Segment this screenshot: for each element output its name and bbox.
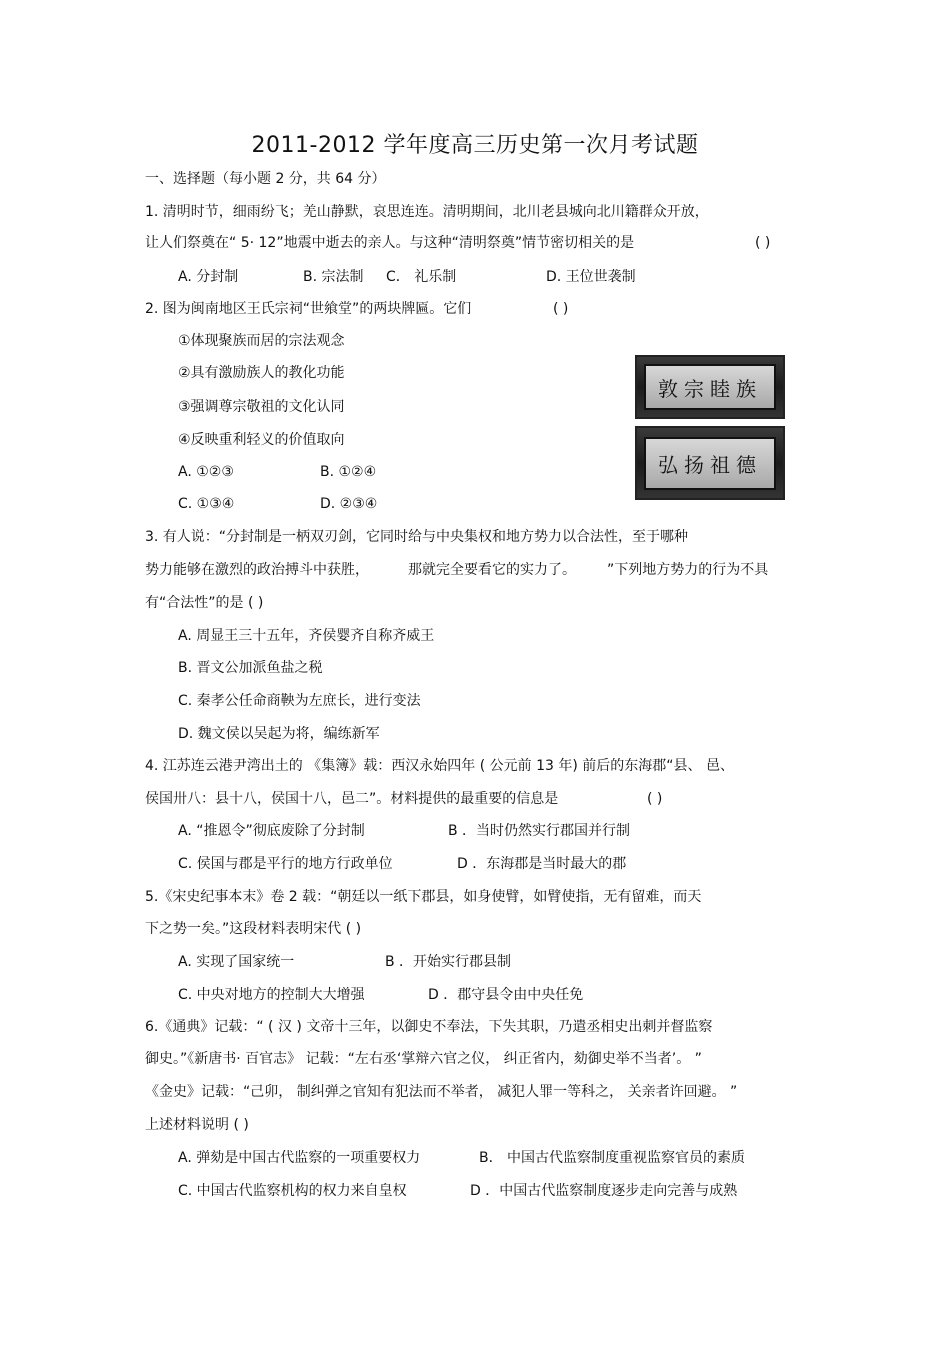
question-3-option-b: B. 晋文公加派鱼盐之税 bbox=[178, 660, 323, 676]
question-5-option-d: D ．郡守县令由中央任免 bbox=[428, 987, 584, 1003]
question-6-option-d: D ．中国古代监察制度逐步走向完善与成熟 bbox=[470, 1183, 738, 1199]
question-2-line-1: 2. 图为闽南地区王氏宗祠“世飨堂”的两块牌匾。它们 bbox=[145, 301, 472, 317]
question-2-option-b: B. ①②④ bbox=[320, 464, 377, 480]
question-1-option-d: D. 王位世袭制 bbox=[546, 269, 636, 285]
question-4-option-d: D ．东海郡是当时最大的郡 bbox=[457, 856, 627, 872]
question-3-option-a: A. 周显王三十五年，齐侯婴齐自称齐威王 bbox=[178, 628, 435, 644]
question-6-option-a: A. 弹劾是中国古代监察的一项重要权力 bbox=[178, 1150, 421, 1166]
question-5-option-a: A. 实现了国家统一 bbox=[178, 954, 295, 970]
question-2-answer-blank: ( ) bbox=[553, 301, 569, 317]
question-4-line-1: 4. 江苏连云港尹湾出土的 《集簿》载：西汉永始四年 ( 公元前 13 年) 前后的东海郡“县、 邑、 bbox=[145, 758, 734, 774]
question-4-answer-blank: ( ) bbox=[647, 791, 663, 807]
plaque-text-bottom: 弘扬祖德 bbox=[644, 437, 776, 490]
question-1-line-1: 1. 清明时节，细雨纷飞；羌山静默，哀思连连。清明期间，北川老县城向北川籍群众开放， bbox=[145, 204, 709, 220]
question-4-option-b: B ．当时仍然实行郡国并行制 bbox=[448, 823, 631, 839]
question-3-line-2b: 那就完全要看它的实力了。 bbox=[408, 562, 576, 578]
question-6-line-4: 上述材料说明 ( ) bbox=[145, 1117, 249, 1133]
question-5-option-c: C. 中央对地方的控制大大增强 bbox=[178, 987, 365, 1003]
question-6-option-b: B． 中国古代监察制度重视监察官员的素质 bbox=[479, 1150, 746, 1166]
question-3-line-1: 3. 有人说：“分封制是一柄双刃剑，它同时给与中央集权和地方势力以合法性，至于哪种 bbox=[145, 529, 689, 545]
question-1-option-b: B. 宗法制 bbox=[303, 269, 364, 285]
question-3-line-3: 有“合法性”的是 ( ) bbox=[145, 595, 264, 611]
question-6-line-1: 6.《通典》记载：“ ( 汉 ) 文帝十三年，以御史不奉法，下失其职，乃遣丞相史出刺并督监察 bbox=[145, 1019, 713, 1035]
question-2-item-3: ③强调尊宗敬祖的文化认同 bbox=[178, 399, 345, 415]
question-1-answer-blank: ( ) bbox=[755, 235, 771, 251]
question-1-line-2: 让人们祭奠在“ 5· 12”地震中逝去的亲人。与这种“清明祭奠”情节密切相关的是 bbox=[145, 235, 635, 251]
question-4-option-a: A. “推恩令”彻底废除了分封制 bbox=[178, 823, 365, 839]
question-3-option-c: C. 秦孝公任命商鞅为左庶长，进行变法 bbox=[178, 693, 421, 709]
question-5-line-1: 5.《宋史纪事本末》卷 2 载：“朝廷以一纸下郡县，如身使臂，如臂使指，无有留难，而天 bbox=[145, 889, 702, 905]
question-5-line-2: 下之势一矣。”这段材料表明宋代 ( ) bbox=[145, 921, 362, 937]
question-4-line-2: 侯国卅八：县十八，侯国十八，邑二”。材料提供的最重要的信息是 bbox=[145, 791, 559, 807]
question-2-item-1: ①体现聚族而居的宗法观念 bbox=[178, 333, 345, 349]
question-3-option-d: D. 魏文侯以吴起为将，编练新军 bbox=[178, 726, 380, 742]
question-1-option-c: C． 礼乐制 bbox=[386, 269, 457, 285]
question-3-line-2a: 势力能够在激烈的政治搏斗中获胜， bbox=[145, 562, 369, 578]
question-6-line-3: 《金史》记载：“己卯， 制纠弹之官知有犯法而不举者， 减犯人罪一等科之， 关亲者许回避。 ” bbox=[145, 1084, 738, 1100]
question-2-option-a: A. ①②③ bbox=[178, 464, 234, 480]
question-2-option-d: D. ②③④ bbox=[320, 496, 378, 512]
question-2-item-4: ④反映重利轻义的价值取向 bbox=[178, 432, 345, 448]
question-2-option-c: C. ①③④ bbox=[178, 496, 235, 512]
question-1-option-a: A. 分封制 bbox=[178, 269, 239, 285]
question-6-line-2: 御史。”《新唐书· 百官志》 记载：“左右丞‘掌辩六官之仪， 纠正省内，劾御史举不当者’。 ” bbox=[145, 1051, 702, 1067]
plaque-image-bottom bbox=[635, 426, 785, 500]
plaque-text-top: 敦宗睦族 bbox=[644, 364, 776, 410]
question-2-item-2: ②具有激励族人的教化功能 bbox=[178, 365, 345, 381]
section-heading: 一、选择题（每小题 2 分，共 64 分） bbox=[145, 171, 386, 187]
page-title: 2011-2012 学年度高三历史第一次月考试题 bbox=[251, 133, 699, 158]
question-5-option-b: B ．开始实行郡县制 bbox=[385, 954, 512, 970]
question-4-option-c: C. 侯国与郡是平行的地方行政单位 bbox=[178, 856, 393, 872]
question-3-line-2c: ”下列地方势力的行为不具 bbox=[607, 562, 769, 578]
question-6-option-c: C. 中国古代监察机构的权力来自皇权 bbox=[178, 1183, 407, 1199]
plaque-image-top bbox=[635, 355, 785, 419]
